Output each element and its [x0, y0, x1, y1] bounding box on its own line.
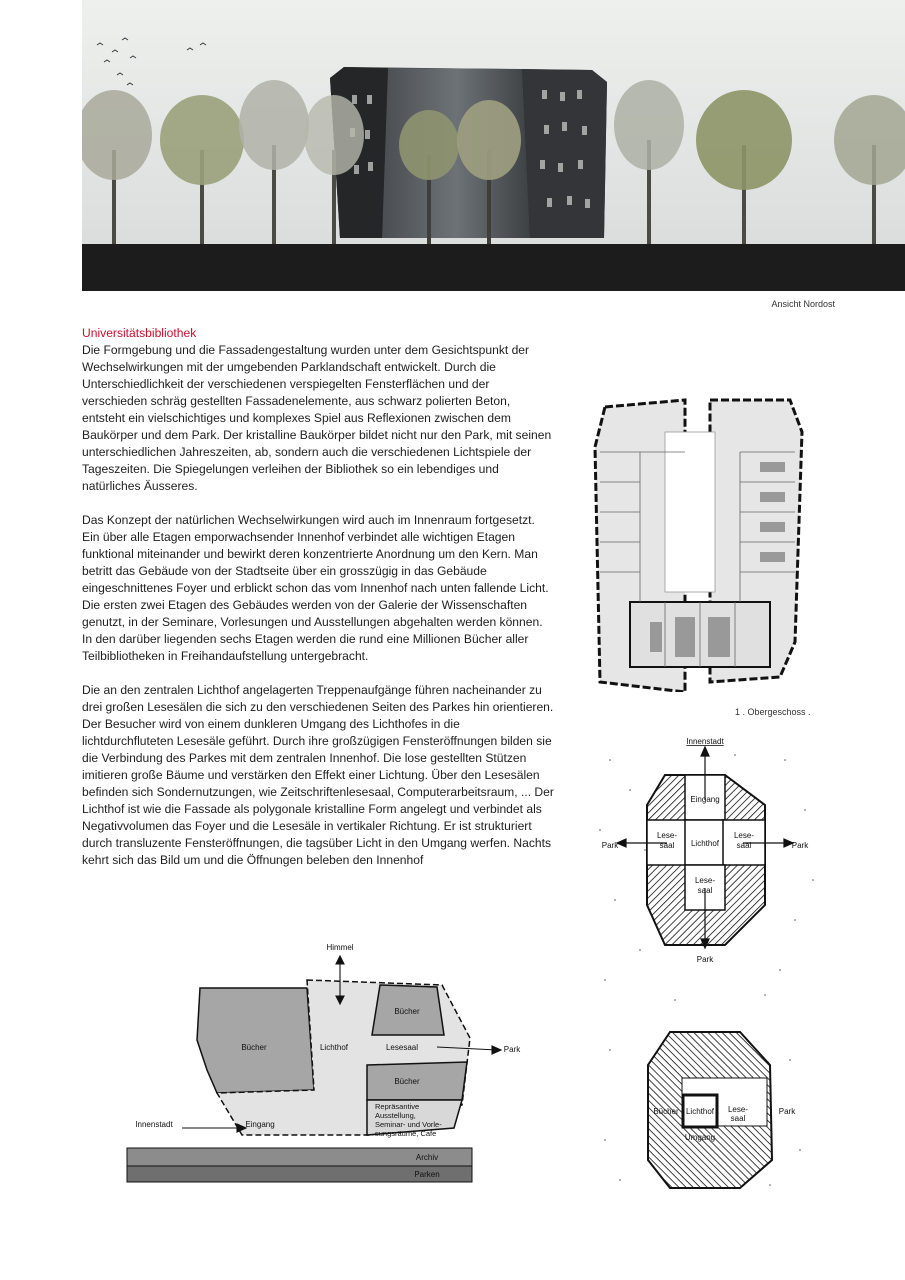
small-label-umgang: Umgang [684, 1133, 716, 1142]
section-label-himmel: Himmel [326, 943, 354, 952]
section-label-eingang: Eingang [245, 1120, 275, 1129]
paragraph-facade: Die Formgebung und die Fassadengestaltung wurden unter dem Gesichtspunkt der Wechselwirkungen mit der umgebenden Parklandschaft entwickelt. Durch die Unterschiedlichkeit der verschiedenen verspiegelten Fensterflächen und der verschieden schräg gestellten Fassadenelemente, aus schwarz polierten Beton, entsteht ein vielschichtiges und komplexes Spiel aus Reflexionen zwischen dem Baukörper und dem Park. Der kristalline Baukörper bildet nicht nur den Park, mit seinen unterschiedlichen Jahreszeiten, ab, sondern auch die verschiedenen Lichtspiele der Tageszeiten. Die Spiegelungen verleihen der Bibliothek so ein lebendiges und natürliches Äusseres. [82, 343, 552, 493]
section-label-special-4: sungsräume, Cafe [375, 1129, 437, 1138]
article-text [82, 325, 554, 886]
building-elevation-image [82, 0, 905, 291]
label-reading-right-2: saal [736, 841, 752, 850]
paragraph-interior: Das Konzept der natürlichen Wechselwirkungen wird auch im Innenraum fortgesetzt. Ein über alle Etagen emporwachsender Innenhof verbindet alle wichtigen Etagen funktional miteinander und bewirkt deren konzentrierte Anordnung um den Kern. Man betritt das Gebäude von der Stadtseite über ein grosszügig in das Gebäude eingeschnittenes Foyer und erblickt schon das vom Innenhof nach unten fallende Licht. Die ersten zwei Etagen des Gebäudes werden von der Galerie der Wissenschaften genutzt, in der Seminare, Vorlesungen und Ausstellungen abgehalten werden können. In den darüber liegenden sechs Etagen werden die rund eine Millionen Bücher aller Teilbibliotheken in Freihandaufstellung untergebracht. [82, 513, 549, 663]
section-label-special-3: Seminar- und Vorle- [375, 1120, 442, 1129]
section-label-park: Park [503, 1045, 521, 1054]
section-label-lesesaal: Lesesaal [385, 1043, 419, 1052]
section-label-special-1: Repräsantive [375, 1102, 420, 1111]
label-reading-left-2: saal [659, 841, 675, 850]
section-label-special-2: Ausstellung, [375, 1111, 416, 1120]
small-label-lichthof: Lichthof [685, 1107, 715, 1116]
small-label-books: Bücher [653, 1107, 679, 1116]
label-eingang: Eingang [690, 795, 720, 804]
label-park-right: Park [791, 841, 809, 850]
small-label-park: Park [778, 1107, 796, 1116]
section-label-innenstadt: Innenstadt [135, 1120, 173, 1129]
hero-caption: Ansicht Nordost [771, 299, 835, 309]
label-park-left: Park [601, 841, 619, 850]
paragraph-reading-rooms: Die an den zentralen Lichthof angelagerten Treppenaufgänge führen nacheinander zu drei großen Lesesälen die sich zu den verschiedenen Seiten des Parkes hin orientieren. Der Besucher wird von einem dunkleren Umgang des Lichthofes in die lichtdurchfluteten Lesesäle geführt. Durch ihre großzügigen Fensteröffnungen bilden sie die Verbindung des Parkes mit dem zentralen Innenhof. Die lose gestellten Stützen imitieren große Bäume und verstärken den Effekt einer Lichtung. Über den Lesesälen befinden sich Sondernutzungen, wie Zeitschriftenlesesaal, Computerarbeitsraum, ... Der Lichthof ist wie die Fassade als polygonale kristalline Form angelegt und verbindet als Negativvolumen das Foyer und die Lesesäle in vertikaler Richtung. Er ist strukturiert durch transluzente Fensteröffnungen, die tagsüber Licht in den Umgang werfen. Nachts kehrt sich das Bild um und die Öffnungen beleben den Innenhof [82, 683, 554, 867]
hero-rendering [82, 0, 905, 291]
small-label-reading-2: saal [730, 1114, 746, 1123]
label-reading-left-1: Lese- [656, 831, 678, 840]
section-label-archiv: Archiv [415, 1153, 439, 1162]
section-label-books-mid: Bücher [394, 1077, 420, 1086]
section-title: Universitätsbibliothek [82, 326, 197, 340]
label-reading-bottom-2: saal [697, 886, 713, 895]
concept-diagram-plan [585, 720, 825, 1010]
label-reading-bottom-1: Lese- [694, 876, 716, 885]
section-label-parken: Parken [414, 1170, 440, 1179]
section-label-books-left: Bücher [241, 1043, 267, 1052]
label-lichthof: Lichthof [690, 839, 720, 848]
floor-plan [590, 392, 815, 692]
label-park-bottom: Park [696, 955, 714, 964]
label-reading-right-1: Lese- [733, 831, 755, 840]
concept-diagram-small [590, 1020, 815, 1195]
small-label-reading-1: Lese- [727, 1105, 749, 1114]
section-label-books-top: Bücher [394, 1007, 420, 1016]
section-diagram [82, 930, 557, 1190]
section-label-lichthof: Lichthof [319, 1043, 349, 1052]
plan-caption: 1 . Obergeschoss . [735, 707, 811, 717]
label-innenstadt: Innenstadt [686, 737, 724, 746]
